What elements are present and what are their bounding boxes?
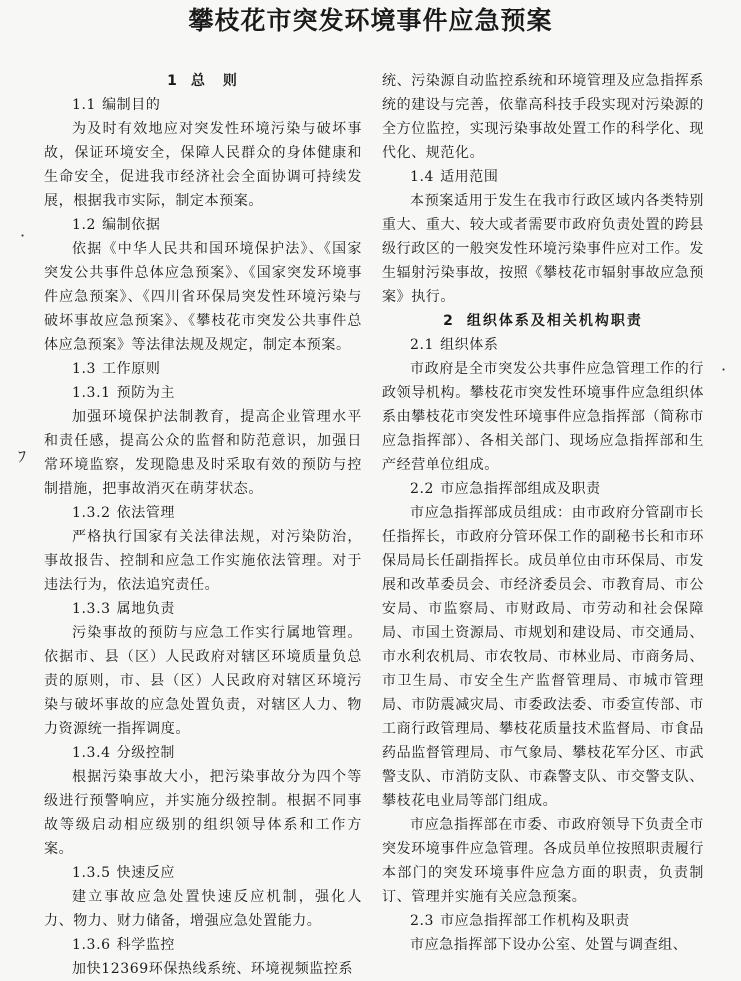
section-title: 市应急指挥部组成及职责: [440, 481, 601, 497]
section-number: 1.3.3: [72, 601, 111, 617]
section-title: 属地负责: [116, 601, 176, 617]
section-title: 适用范围: [440, 169, 499, 185]
section-number: 2.2: [410, 481, 435, 497]
section-title: 科学监控: [116, 937, 176, 953]
section-number: 2.1: [410, 337, 435, 353]
section-number: 1.1: [72, 97, 97, 113]
section-number: 1.3.2: [72, 505, 111, 521]
section-heading: [44, 93, 362, 117]
body-paragraph: 市应急指挥部成员组成：由市政府分管副市长任指挥长，市政府分管环保工作的副秘书长和市环保局局长任副指挥长。成员单位由市环保局、市发展和改革委员会、市经济委员会、市教育局、市公安局、市监察局、市财政局、市劳动和社会保障局、市国土资源局、市规划和建设局、市交通局、市水利农机局、市农牧局、市林业局、市商务局、市卫生局、市安全生产监督管理局、市城市管理局、市防震减灾局、市委政法委、市委宣传部、市工商行政管理局、攀枝花质量技术监督局、市食品药品监督管理局、市气象局、攀枝花军分区、市武警支队、市消防支队、市森警支队、市交警支队、攀枝花电业局等部门组成。: [382, 505, 704, 809]
section-heading: [44, 381, 362, 405]
right-column: [382, 69, 704, 957]
section-title: 编制目的: [102, 97, 161, 113]
body-paragraph: 根据污染事故大小，把污染事故分为四个等级进行预警响应，并实施分级控制。根据不同事故等级启动相应级别的组织领导体系和工作方案。: [44, 769, 362, 857]
section-title: 分级控制: [116, 745, 176, 761]
body-paragraph: 市应急指挥部在市委、市政府领导下负责全市突发环境事件应急管理。各成员单位按照职责履行本部门的突发环境事件应急方面的职责，负责制订、管理并实施有关应急预案。: [382, 817, 704, 905]
section-title: 快速反应: [116, 865, 176, 881]
body-paragraph: 加强环境保护法制教育，提高企业管理水平和责任感，提高公众的监督和防范意识，加强日常环境监察，发现隐患及时采取有效的预防与控制措施，把事故消灭在萌芽状态。: [44, 409, 362, 497]
section-number: 1.4: [410, 169, 435, 185]
left-column: [44, 69, 362, 981]
body-paragraph: 严格执行国家有关法律法规，对污染防治，事故报告、控制和应急工作实施依法管理。对于违法行为，依法追究责任。: [44, 529, 362, 593]
body-paragraph: 污染事故的预防与应急工作实行属地管理。依据市、县（区）人民政府对辖区环境质量负总责的原则，市、县（区）人民政府对辖区环境污染与破坏事故的应急处置负责，对辖区人力、物力资源统一指挥调度。: [44, 625, 362, 737]
continued-paragraph: 统、污染源自动监控系统和环境管理及应急指挥系统的建设与完善，依靠高科技手段实现对污染源的全方位监控，实现污染事故处置工作的科学化、现代化、规范化。: [382, 73, 704, 161]
section-heading: [382, 165, 704, 189]
section-heading: [382, 909, 704, 933]
section-heading: [44, 597, 362, 621]
body-paragraph: 建立事故应急处置快速反应机制，强化人力、物力、财力储备，增强应急处置能力。: [44, 889, 362, 929]
section-number: 1.3.4: [72, 745, 111, 761]
chapter-heading: [382, 309, 704, 333]
body-paragraph: 依据《中华人民共和国环境保护法》、《国家突发公共事件总体应急预案》、《国家突发环境事件应急预案》、《四川省环保局突发性环境污染与破坏事故应急预案》、《攀枝花市突发公共事件总体应急预案》等法律法规及规定，制定本预案。: [44, 241, 362, 353]
document-title: 攀枝花市突发环境事件应急预案: [188, 6, 553, 35]
section-title: 组织体系: [440, 337, 499, 353]
chapter-number: 2: [443, 313, 455, 329]
section-heading: [44, 741, 362, 765]
chapter-number: 1: [167, 73, 179, 89]
section-heading: [44, 357, 362, 381]
section-heading: [44, 501, 362, 525]
section-heading: [44, 861, 362, 885]
section-title: 预防为主: [116, 385, 176, 401]
body-paragraph: 加快12369环保热线系统、环境视频监控系: [72, 961, 354, 977]
chapter-title: 组织体系及相关机构职责: [466, 313, 643, 329]
body-paragraph: 为及时有效地应对突发性环境污染与破坏事故，保证环境安全，保障人民群众的身体健康和生命安全，促进我市经济社会全面协调可持续发展，根据我市实际，制定本预案。: [44, 121, 362, 209]
section-number: 1.3.1: [72, 385, 111, 401]
section-heading: [44, 213, 362, 237]
section-number: 1.3.6: [72, 937, 111, 953]
section-heading: [44, 933, 362, 957]
chapter-heading: [44, 69, 362, 93]
section-title: 编制依据: [102, 217, 161, 233]
section-title: 工作原则: [102, 361, 161, 377]
binding-hole-mark: ﾌ: [18, 447, 27, 466]
section-heading: [382, 333, 704, 357]
binding-hole-mark: ·: [20, 226, 26, 245]
body-paragraph: 市应急指挥部下设办公室、处置与调查组、: [410, 937, 688, 953]
body-paragraph: 市政府是全市突发公共事件应急管理工作的行政领导机构。攀枝花市突发性环境事件应急组织体系由攀枝花市突发性环境事件应急指挥部（简称市应急指挥部）、各相关部门、现场应急指挥部和生产经营单位组成。: [382, 361, 704, 473]
chapter-title: 总 则: [190, 73, 239, 89]
section-number: 1.2: [72, 217, 97, 233]
section-heading: [382, 477, 704, 501]
section-title: 市应急指挥部工作机构及职责: [440, 913, 630, 929]
scan-speck-mark: ·: [721, 360, 727, 379]
section-number: 1.3.5: [72, 865, 111, 881]
section-title: 依法管理: [116, 505, 176, 521]
body-paragraph: 本预案适用于发生在我市行政区域内各类特别重大、重大、较大或者需要市政府负责处置的跨县级行政区的一般突发性环境污染事件应对工作。发生辐射污染事故，按照《攀枝花市辐射事故应急预案》执行。: [382, 193, 704, 305]
section-number: 1.3: [72, 361, 97, 377]
section-number: 2.3: [410, 913, 435, 929]
